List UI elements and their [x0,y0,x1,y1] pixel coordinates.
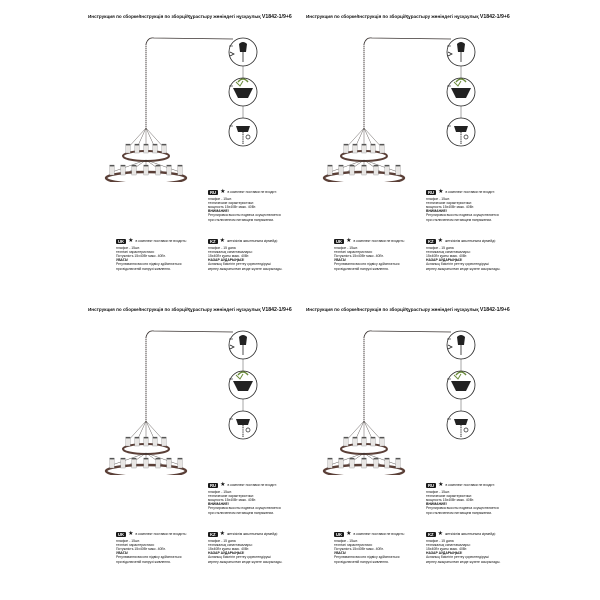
candle-shade [167,165,172,175]
uk-not-included: в комплект поставки не входить: [135,239,187,244]
kz-tech-header: техникалық сипаттамалары: [208,542,253,547]
ru-not-included: в комплект поставки не входит: [445,483,495,488]
uk-warning: УВАГА! [116,258,129,263]
star-icon: ★ [437,238,443,244]
ru-warning-text-1: Регулировка высоты подвеса осуществляется [208,213,281,218]
ru-tech-header: технические характеристики: [426,200,472,205]
candle-shade [339,165,344,175]
candle-shade [385,165,390,175]
uk-warning-text-1: Регулювання висоти підвісу здійснюється [116,262,182,267]
ru-tech-spec: мощность 15х40Вт макс. 40Вт. [426,497,474,502]
candle-shade [344,144,348,153]
uk-warning-text-2: при відключеній напрузі живлення. [334,266,389,271]
bulb-icon [447,38,475,66]
kz-warning-text-1: Аспаның биіктігін реттеу қоректендіруші [426,262,489,267]
kz-not-included: жеткізілім жиынтығына кірмейді: [226,239,278,244]
candle-shade [353,144,357,153]
kz-warning-text-1: Аспаның биіктігін реттеу қоректендіруші [208,262,271,267]
instruction-panel [88,307,298,572]
star-icon: ★ [220,482,226,488]
candle-shade [344,437,348,446]
uk-not-included: в комплект поставки не входить: [353,532,405,537]
kz-included-item: плафон - 15 дана [426,538,454,543]
kz-tech-spec: 15х40Вт қуаты макс. 40Вт. [208,546,250,551]
chain-hook-icon [447,118,475,146]
kz-warning-text-2: кернеу ажыратылған кезде жүзеге асырылады. [208,559,283,564]
kz-tech-header: техникалық сипаттамалары: [208,249,253,254]
ru-not-included: в комплект поставки не входит: [445,190,495,195]
kz-not-included: жеткізілім жиынтығына кірмейді: [444,239,496,244]
ru-tech-header: технические характеристики: [426,493,472,498]
star-icon: ★ [346,238,352,244]
kz-tech-header: техникалық сипаттамалары: [426,542,471,547]
kz-tech-spec: 15х40Вт қуаты макс. 40Вт. [208,253,250,258]
uk-block [116,532,206,564]
model-number: V1842-1/9+6 [261,14,292,20]
ru-warning-text-1: Регулировка высоты подвеса осуществляется [208,506,281,511]
ru-warning: ВНИМАНИЕ! [426,209,447,214]
instruction-title [306,307,516,313]
uk-tech-header: технічні характеристики: [334,249,373,254]
candle-shade [178,458,183,468]
chandelier-illustration [88,22,298,182]
chain-hook-icon [447,411,475,439]
ceiling-cable [146,331,233,337]
candle-shade [153,437,157,446]
ru-warning-text-1: Регулировка высоты подвеса осуществляется [426,506,499,511]
candle-shade [374,165,379,175]
candle-shade [126,437,130,446]
kz-tech-spec: 15х40Вт қуаты макс. 40Вт. [426,253,468,258]
candle-shade [167,458,172,468]
uk-tech-spec: Потужність 15х40Вт макс. 40Вт. [116,546,166,551]
ceiling-cable [146,38,233,44]
ru-lang-badge: RU [428,190,435,195]
kz-included-item: плафон - 15 дана [208,245,236,250]
uk-tech-spec: Потужність 15х40Вт макс. 40Вт. [116,253,166,258]
ru-block [208,483,298,515]
chandelier-figure [88,315,298,475]
instruction-panel [88,14,298,279]
candle-shade [162,437,166,446]
uk-lang-badge: UK [336,239,343,244]
chandelier-figure [306,315,516,475]
ceiling-mount-icon [447,371,475,399]
uk-block [116,239,206,271]
uk-included-item: плафон - 15шт. [334,538,358,543]
chandelier-figure [88,22,298,182]
ru-not-included: в комплект поставки не входит: [227,190,277,195]
kz-not-included: жеткізілім жиынтығына кірмейді: [226,532,278,537]
candle-shade [126,144,130,153]
ru-tech-spec: мощность 15х40Вт макс. 40Вт. [426,204,474,209]
instruction-title [88,14,298,20]
uk-included-item: плафон - 15шт. [334,245,358,250]
candle-shade [371,144,375,153]
instruction-panel [306,14,516,279]
candle-shade [353,437,357,446]
ru-included-item: плафон - 15шт. [426,196,450,201]
candle-shade [362,437,366,446]
ru-block [426,483,516,515]
ru-warning: ВНИМАНИЕ! [208,502,229,507]
ru-not-included: в комплект поставки не входит: [227,483,277,488]
candle-shade [380,437,384,446]
instruction-title-text: Инструкция по сборке/Інструкція по зборці/Құрастыру жөніндегі нұсқаулық [88,307,261,312]
uk-warning: УВАГА! [334,258,347,263]
star-icon: ★ [346,531,352,537]
candle-shade [156,458,161,468]
kz-warning-text-1: Аспаның биіктігін реттеу қоректендіруші [208,555,271,560]
bulb-icon [229,38,257,66]
star-icon: ★ [219,531,225,537]
uk-warning-text-1: Регулювання висоти підвісу здійснюється [334,555,400,560]
candle-shade [153,144,157,153]
bulb-icon [229,331,257,359]
kz-warning: НАЗАР АУДАРЫҢЫЗ! [426,258,463,263]
uk-warning-text-1: Регулювання висоти підвісу здійснюється [116,555,182,560]
ru-warning-text-2: при отключенном питающем напряжении. [208,217,275,222]
instruction-title-text: Инструкция по сборке/Інструкція по зборці/Құрастыру жөніндегі нұсқаулық [88,14,261,19]
uk-included-item: плафон - 15шт. [116,538,140,543]
kz-block [426,239,516,271]
uk-warning-text-2: при відключеній напрузі живлення. [116,266,171,271]
ru-tech-header: технические характеристики: [208,200,254,205]
ru-warning-text-1: Регулировка высоты подвеса осуществляется [426,213,499,218]
candle-shade [144,144,148,153]
candle-shade [362,458,367,468]
kz-lang-badge: KZ [210,239,216,244]
star-icon: ★ [219,238,225,244]
chain-hook-icon [229,118,257,146]
candle-shade [396,458,401,468]
candle-shade [162,144,166,153]
candle-shade [135,144,139,153]
star-icon: ★ [438,189,444,195]
kz-lang-badge: KZ [428,532,434,537]
candle-shade [362,144,366,153]
ru-warning: ВНИМАНИЕ! [208,209,229,214]
kz-warning-text-1: Аспаның биіктігін реттеу қоректендіруші [426,555,489,560]
kz-warning: НАЗАР АУДАРЫҢЫЗ! [208,258,245,263]
kz-not-included: жеткізілім жиынтығына кірмейді: [444,532,496,537]
ru-tech-spec: мощность 15х40Вт макс. 40Вт. [208,204,256,209]
ru-warning-text-2: при отключенном питающем напряжении. [208,510,275,515]
uk-not-included: в комплект поставки не входить: [353,239,405,244]
candle-shade [374,458,379,468]
candle-shade [144,165,149,175]
ru-block [426,190,516,222]
chandelier-illustration [306,315,516,475]
model-number: V1842-1/9+6 [261,307,292,313]
instruction-title-text: Инструкция по сборке/Інструкція по зборці/Құрастыру жөніндегі нұсқаулық [306,307,479,312]
candle-shade [396,165,401,175]
candle-shade [132,458,137,468]
uk-tech-header: технічні характеристики: [116,542,155,547]
uk-block [334,532,424,564]
instruction-title [306,14,516,20]
star-icon: ★ [437,531,443,537]
candle-shade [144,458,149,468]
ru-lang-badge: RU [210,190,217,195]
ceiling-cable [364,38,451,44]
kz-tech-header: техникалық сипаттамалары: [426,249,471,254]
kz-included-item: плафон - 15 дана [426,245,454,250]
chain-hook-icon [229,411,257,439]
uk-tech-header: технічні характеристики: [116,249,155,254]
uk-block [334,239,424,271]
candle-shade [328,458,333,468]
candle-shade [132,165,137,175]
star-icon: ★ [438,482,444,488]
candle-shade [156,165,161,175]
uk-warning: УВАГА! [116,551,129,556]
kz-warning: НАЗАР АУДАРЫҢЫЗ! [426,551,463,556]
candle-shade [178,165,183,175]
chandelier-illustration [88,315,298,475]
kz-block [208,239,298,271]
ru-block [208,190,298,222]
ru-lang-badge: RU [428,483,435,488]
star-icon: ★ [128,531,134,537]
kz-warning-text-2: кернеу ажыратылған кезде жүзеге асырылады. [426,266,501,271]
ru-tech-header: технические характеристики: [208,493,254,498]
uk-lang-badge: UK [336,532,343,537]
uk-lang-badge: UK [118,532,125,537]
ceiling-mount-icon [447,78,475,106]
uk-lang-badge: UK [118,239,125,244]
candle-shade [110,165,115,175]
uk-included-item: плафон - 15шт. [116,245,140,250]
candle-shade [135,437,139,446]
bulb-icon [447,331,475,359]
candle-shade [350,458,355,468]
candle-shade [121,165,126,175]
candle-shade [380,144,384,153]
instruction-title-text: Инструкция по сборке/Інструкція по зборці/Құрастыру жөніндегі нұсқаулық [306,14,479,19]
model-number: V1842-1/9+6 [479,14,510,20]
ru-tech-spec: мощность 15х40Вт макс. 40Вт. [208,497,256,502]
instruction-panel [306,307,516,572]
candle-shade [110,458,115,468]
uk-warning-text-1: Регулювання висоти підвісу здійснюється [334,262,400,267]
ru-included-item: плафон - 15шт. [208,196,232,201]
kz-tech-spec: 15х40Вт қуаты макс. 40Вт. [426,546,468,551]
kz-block [426,532,516,564]
chandelier-illustration [306,22,516,182]
star-icon: ★ [220,189,226,195]
model-number: V1842-1/9+6 [479,307,510,313]
instruction-title [88,307,298,313]
chandelier-figure [306,22,516,182]
star-icon: ★ [128,238,134,244]
uk-not-included: в комплект поставки не входить: [135,532,187,537]
candle-shade [385,458,390,468]
candle-shade [121,458,126,468]
candle-shade [350,165,355,175]
ru-warning: ВНИМАНИЕ! [426,502,447,507]
kz-warning-text-2: кернеу ажыратылған кезде жүзеге асырылады. [208,266,283,271]
uk-warning-text-2: при відключеній напрузі живлення. [334,559,389,564]
candle-shade [371,437,375,446]
ceiling-mount-icon [229,78,257,106]
kz-warning: НАЗАР АУДАРЫҢЫЗ! [208,551,245,556]
uk-warning: УВАГА! [334,551,347,556]
ru-warning-text-2: при отключенном питающем напряжении. [426,217,493,222]
uk-tech-spec: Потужність 15х40Вт макс. 40Вт. [334,253,384,258]
candle-shade [362,165,367,175]
candle-shade [339,458,344,468]
ru-included-item: плафон - 15шт. [208,489,232,494]
uk-tech-spec: Потужність 15х40Вт макс. 40Вт. [334,546,384,551]
ru-warning-text-2: при отключенном питающем напряжении. [426,510,493,515]
candle-shade [328,165,333,175]
ceiling-mount-icon [229,371,257,399]
ru-lang-badge: RU [210,483,217,488]
kz-included-item: плафон - 15 дана [208,538,236,543]
uk-warning-text-2: при відключеній напрузі живлення. [116,559,171,564]
kz-lang-badge: KZ [210,532,216,537]
kz-lang-badge: KZ [428,239,434,244]
ru-included-item: плафон - 15шт. [426,489,450,494]
uk-tech-header: технічні характеристики: [334,542,373,547]
candle-shade [144,437,148,446]
ceiling-cable [364,331,451,337]
kz-block [208,532,298,564]
kz-warning-text-2: кернеу ажыратылған кезде жүзеге асырылады. [426,559,501,564]
